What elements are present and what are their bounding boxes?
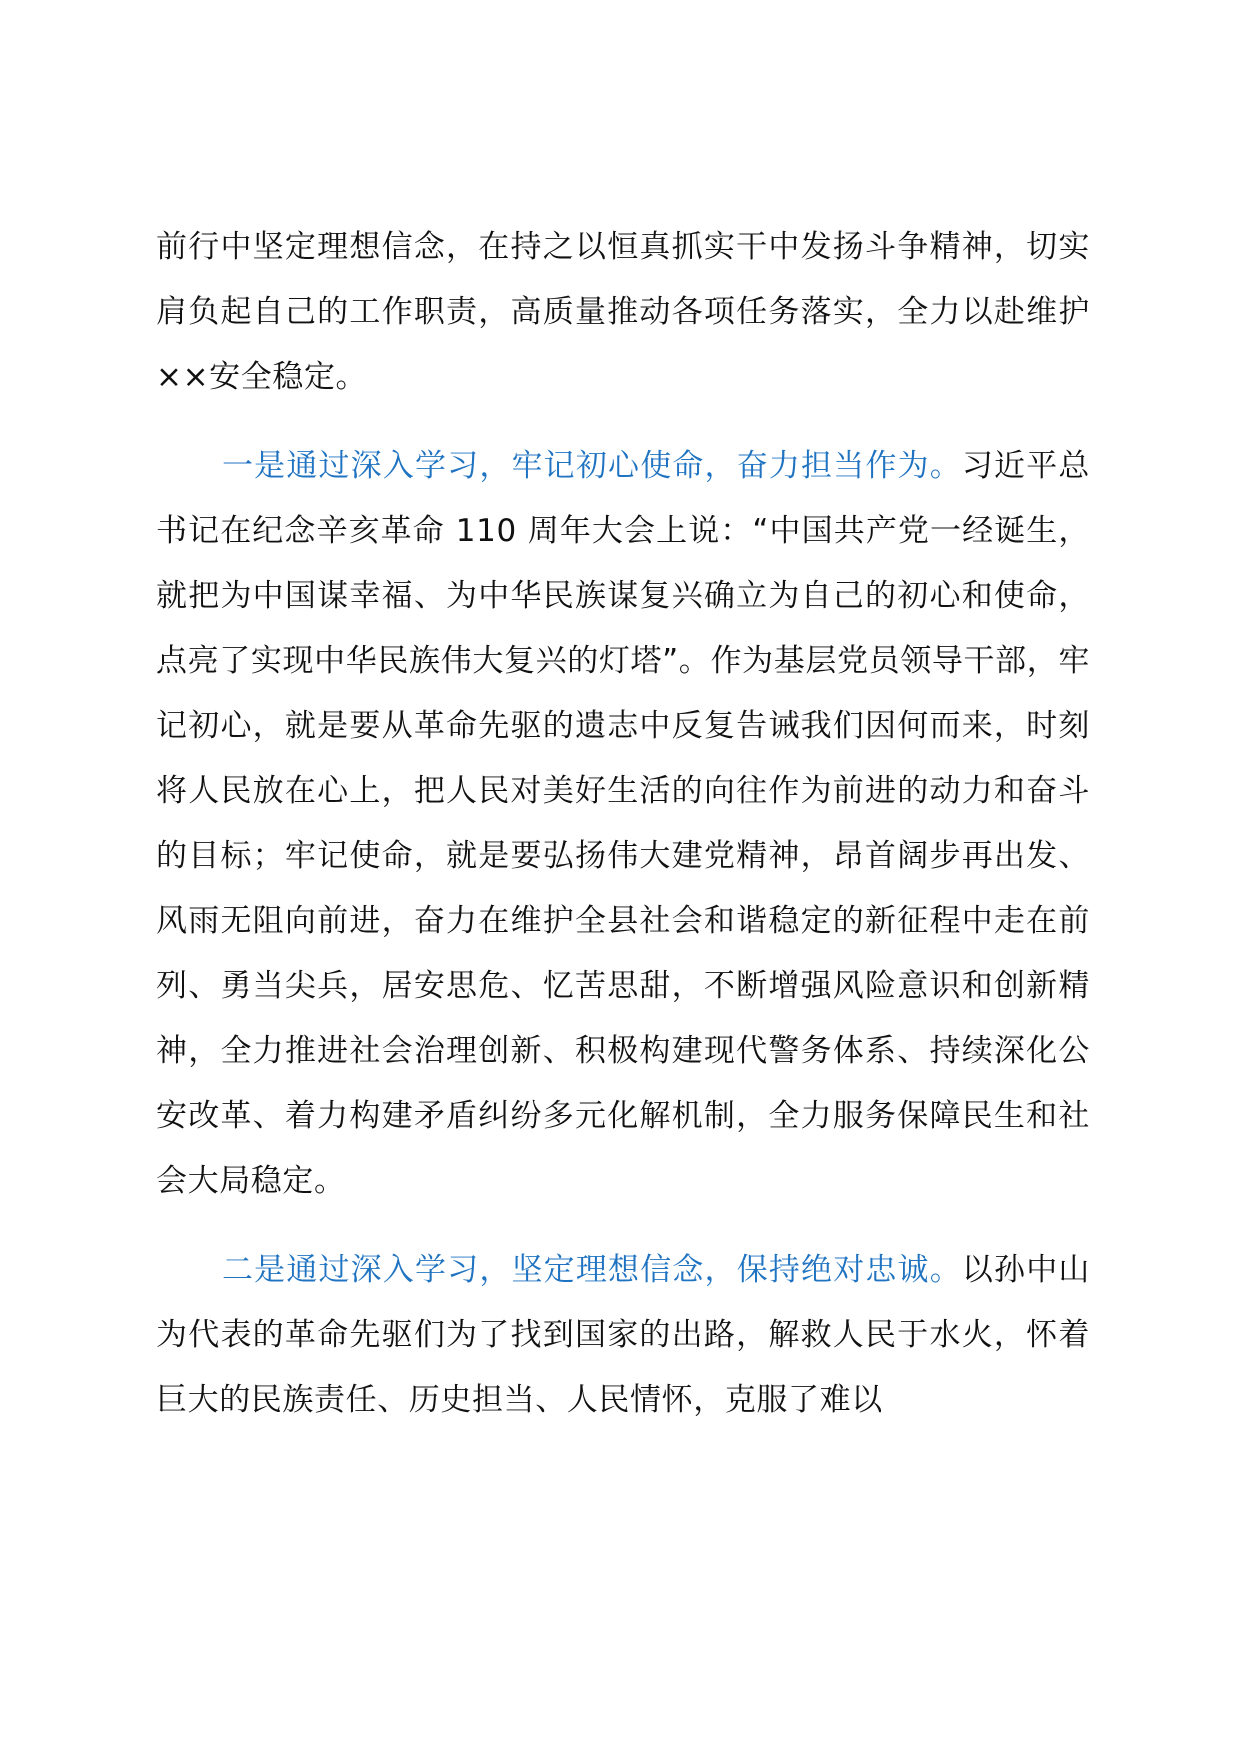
paragraph-point-two [156, 1238, 1090, 1433]
document-body [156, 215, 1090, 1457]
paragraph-continuation [156, 215, 1090, 410]
paragraph-lead-heading: 一是通过深入学习，牢记初心使命，奋力担当作为。 [222, 448, 962, 484]
paragraph-point-one [156, 434, 1090, 1214]
paragraph-lead-heading: 二是通过深入学习，坚定理想信念，保持绝对忠诚。 [222, 1252, 962, 1288]
paragraph-body-text: 以孙中山为代表的革命先驱们为了找到国家的出路，解救人民于水火，怀着巨大的民族责任、历史担当、人民情怀，克服了难以 [156, 1252, 1090, 1418]
paragraph-body-text: 前行中坚定理想信念，在持之以恒真抓实干中发扬斗争精神，切实肩负起自己的工作职责，高质量推动各项任务落实，全力以赴维护××安全稳定。 [156, 229, 1090, 395]
paragraph-body-text: 习近平总书记在纪念辛亥革命 110 周年大会上说：“中国共产党一经诞生，就把为中国谋幸福、为中华民族谋复兴确立为自己的初心和使命，点亮了实现中华民族伟大复兴的灯塔”。作为基层党员领导干部，牢记初心，就是要从革命先驱的遗志中反复告诫我们因何而来，时刻将人民放在心上，把人民对美好生活的向往作为前进的动力和奋斗的目标；牢记使命，就是要弘扬伟大建党精神，昂首阔步再出发、风雨无阻向前进，奋力在维护全县社会和谐稳定的新征程中走在前列、勇当尖兵，居安思危、忆苦思甜，不断增强风险意识和创新精神，全力推进社会治理创新、积极构建现代警务体系、持续深化公安改革、着力构建矛盾纠纷多元化解机制，全力服务保障民生和社会大局稳定。 [156, 448, 1090, 1199]
